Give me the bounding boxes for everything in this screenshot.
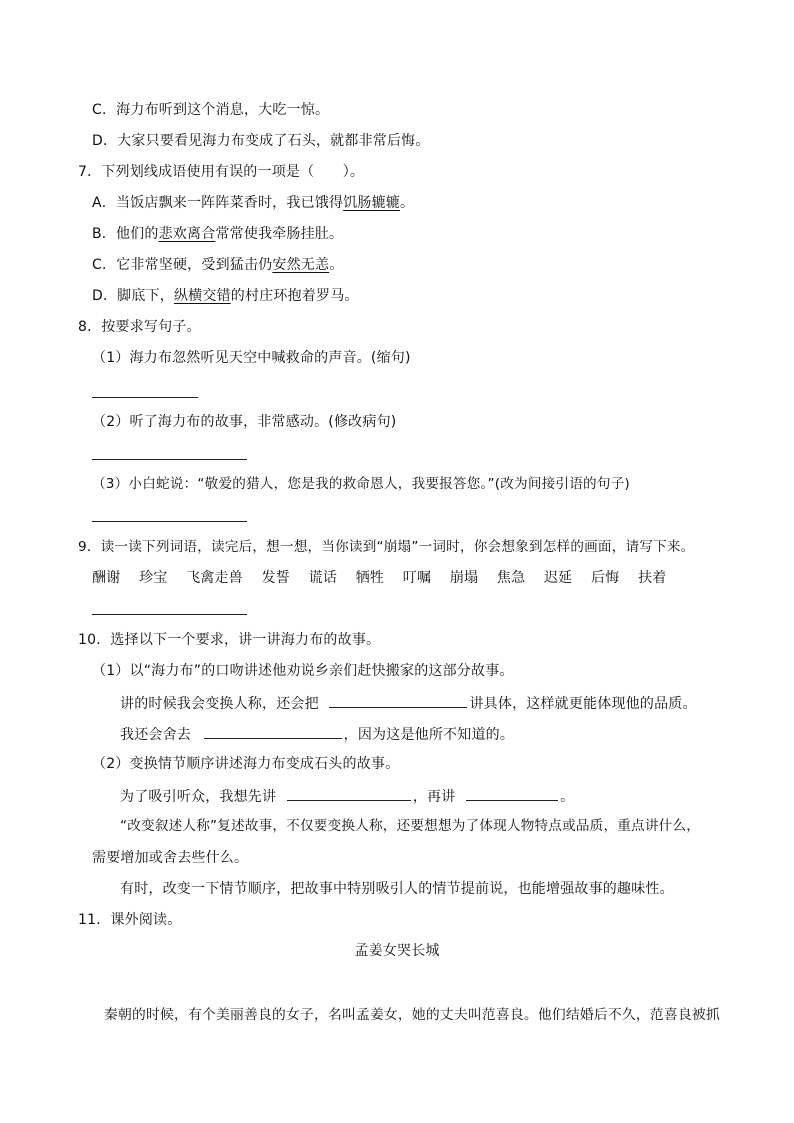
q10-sub1-line2 [120,722,514,744]
q7-option-c-post: 。 [329,257,344,273]
q7-option-d-post: 的村庄环抱着罗马。 [230,288,359,304]
q10-sub2-line1-post: 。 [560,789,575,805]
q7-option-c-idiom: 安然无恙 [272,257,330,273]
q9-word: 牺牲 [355,570,385,586]
q9-word: 叮嘱 [402,570,432,586]
q10-stem: 10．选择以下一个要求，讲一讲海力布的故事。 [78,632,381,648]
q10-tip2: 有时，改变一下情节顺序，把故事中特别吸引人的情节提前说，也能增强故事的趣味性。 [120,881,674,897]
q9-word: 谎话 [308,570,338,586]
q10-sub2-line1 [120,784,574,806]
q8-answer-line-3[interactable] [92,505,247,522]
q8-answer-line-1[interactable] [92,381,198,398]
q7-option-b-idiom: 悲欢离合 [158,226,216,242]
q11-passage-title: 孟姜女哭长城 [354,943,440,959]
q9-word: 酬谢 [92,570,121,586]
q10-sub2-line1-pre: 为了吸引听众，我想先讲 [120,789,277,805]
q7-option-d-pre: D．脚底下， [92,288,174,304]
q10-sub2-line1-mid: ，再讲 [412,789,456,805]
q7-option-c [92,254,343,276]
q10-sub2: （2）变换情节顺序讲述海力布变成石头的故事。 [92,756,400,772]
q8-sub1: （1）海力布忽然听见天空中喊救命的声音。(缩句) [92,350,411,366]
q10-sub1: （1）以“海力布”的口吻讲述他劝说乡亲们赶快搬家的这部分故事。 [92,663,514,679]
q9-word: 崩塌 [449,570,479,586]
q10-tip1-line-a: “改变叙述人称”复述故事，不仅要变换人称，还要想想为了体现人物特点或品质，重点讲什么， [120,818,701,834]
q7-option-d-idiom: 纵横交错 [173,288,231,304]
q9-word-list [92,567,681,589]
q6-option-c: C．海力布听到这个消息，大吃一惊。 [92,102,330,118]
q10-fill-blank-3[interactable] [287,784,411,801]
q7-option-b-post: 常常使我牵肠挂肚。 [215,226,344,242]
q10-fill-blank-4[interactable] [466,784,558,801]
q8-answer-line-2[interactable] [92,443,247,460]
q10-fill-blank-1[interactable] [329,691,467,708]
q9-word: 扶着 [638,570,667,586]
q9-word: 迟延 [543,570,573,586]
q7-option-c-pre: C．它非常坚硬，受到猛击仍 [92,257,273,273]
q10-sub1-line2-pre: 我还会舍去 [120,727,191,743]
q8-sub2: （2）听了海力布的故事，非常感动。(修改病句) [92,414,397,430]
q9-word: 焦急 [496,570,526,586]
q7-option-b [92,223,343,245]
q7-option-a-post: 。 [400,195,415,211]
q9-word: 飞禽走兽 [186,570,243,586]
q11-passage-paragraph: 秦朝的时候，有个美丽善良的女子，名叫孟姜女，她的丈夫叫范喜良。他们结婚后不久，范喜良被抓 [104,1007,720,1023]
q7-option-a-pre: A．当饭店飘来一阵阵菜香时，我已饿得 [92,195,344,211]
q10-sub1-line2-post: ，因为这是他所不知道的。 [343,727,515,743]
q9-word: 后悔 [591,570,620,586]
q7-option-b-pre: B．他们的 [92,226,159,242]
q10-sub1-line1 [120,691,697,713]
q11-stem: 11．课外阅读。 [78,912,182,928]
q10-sub1-line1-pre: 讲的时候我会变换人称，还会把 [120,696,319,712]
q9-answer-line[interactable] [92,598,247,615]
q7-option-a-idiom: 饥肠辘辘 [343,195,400,211]
q8-stem: 8．按要求写句子。 [78,319,201,335]
q7-option-d [92,285,359,307]
q7-stem: 7．下列划线成语使用有误的一项是（ ）。 [78,164,365,180]
q9-word: 发誓 [261,570,290,586]
q6-option-d: D．大家只要看见海力布变成了石头，就都非常后悔。 [92,133,430,149]
q9-stem: 9．读一读下列词语，读完后，想一想，当你读到“崩塌”一词时，你会想象到怎样的画面，请写下来。 [78,539,695,555]
q7-option-a [92,192,414,214]
q10-tip1-line-b: 需要增加或舍去些什么。 [92,850,249,866]
q10-sub1-line1-post: 讲具体，这样就更能体现他的品质。 [469,696,697,712]
q9-word: 珍宝 [139,570,168,586]
q10-fill-blank-2[interactable] [204,722,342,739]
q8-sub3: （3）小白蛇说：“敬爱的猎人，您是我的救命恩人，我要报答您。”(改为间接引语的句子) [92,476,630,492]
